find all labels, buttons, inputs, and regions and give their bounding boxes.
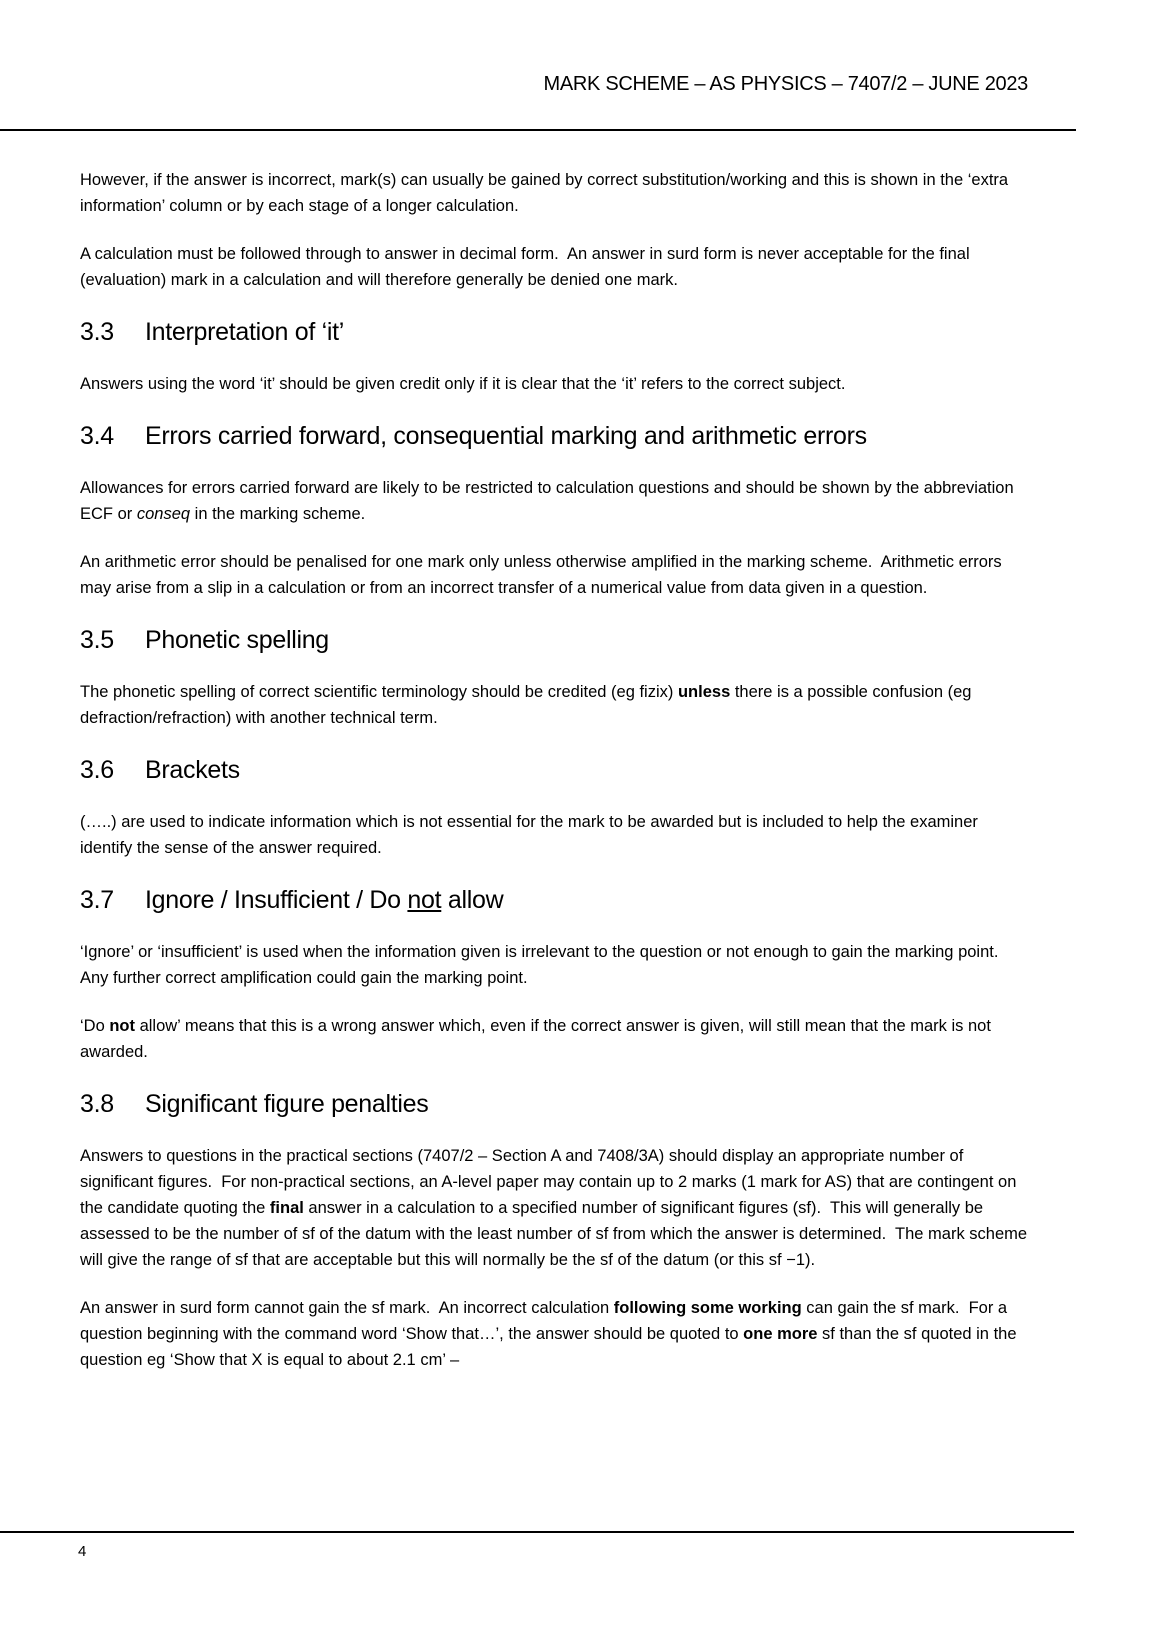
bold-text-run: unless bbox=[677, 683, 731, 701]
text-run: Answers to questions in the practical sections (7407/2 – Section A and 7408/3A) should display an appropriate number of significant figures. For non-practical sections, an A-level paper may contain up to 2 marks (1 mark for AS) that are contingent on the candidate quoting the bbox=[80, 1147, 1021, 1217]
section-heading bbox=[80, 317, 1028, 347]
text-run: sf than the sf quoted in the question eg ‘Show that X is equal to about 2.1 cm’ – bbox=[80, 1325, 1022, 1369]
paragraph bbox=[80, 167, 1028, 219]
document-body bbox=[80, 167, 1032, 1395]
text-run: Brackets bbox=[145, 756, 240, 784]
section-title bbox=[145, 625, 329, 655]
text-run: Answers using the word ‘it’ should be given credit only if it is clear that the ‘it’ refers to the correct subject. bbox=[80, 375, 846, 393]
bold-text-run: final bbox=[269, 1199, 304, 1217]
italic-text-run: conseq bbox=[136, 505, 191, 523]
text-run: The phonetic spelling of correct scientific terminology should be credited (eg fizix) bbox=[80, 683, 678, 701]
paragraph bbox=[80, 475, 1028, 527]
text-run: An answer in surd form cannot gain the sf mark. An incorrect calculation bbox=[80, 1299, 614, 1317]
text-run: (…..) are used to indicate information which is not essential for the mark to be awarded but is included to help the examiner identify the sense of the answer required. bbox=[80, 813, 983, 857]
paragraph bbox=[80, 679, 1028, 731]
paragraph bbox=[80, 939, 1028, 991]
section-title bbox=[145, 421, 867, 451]
section-number: 3.4 bbox=[80, 422, 114, 450]
text-run: Errors carried forward, consequential marking and arithmetic errors bbox=[145, 422, 867, 450]
page-number: 4 bbox=[78, 1543, 87, 1560]
underlined-text-run: not bbox=[407, 886, 442, 914]
text-run: there is a possible confusion (eg defraction/refraction) with another technical term. bbox=[80, 683, 977, 727]
section-heading bbox=[80, 755, 1028, 785]
section-heading bbox=[80, 885, 1028, 915]
text-run: Significant figure penalties bbox=[145, 1090, 429, 1118]
section-number: 3.8 bbox=[80, 1090, 114, 1118]
text-run: Allowances for errors carried forward are likely to be restricted to calculation questions and should be shown by the abbreviation ECF or bbox=[80, 479, 1019, 523]
section-number: 3.7 bbox=[80, 886, 114, 914]
paragraph bbox=[80, 1295, 1028, 1373]
bold-text-run: following some working bbox=[613, 1299, 802, 1317]
section-heading bbox=[80, 625, 1028, 655]
text-run: can gain the sf mark. For a question beginning with the command word ‘Show that…’, the answer should be quoted to bbox=[80, 1299, 1012, 1343]
text-run: answer in a calculation to a specified number of significant figures (sf). This will generally be assessed to be the number of sf of the datum with the least number of sf from which the answer is determined. The mark scheme will give the range of sf that are acceptable but this will normally be the sf of the datum (or this sf −1). bbox=[80, 1199, 1032, 1269]
section-heading bbox=[80, 421, 1028, 451]
text-run: allow bbox=[441, 886, 504, 914]
footer-divider bbox=[0, 1531, 1074, 1533]
page-header-title: MARK SCHEME – AS PHYSICS – 7407/2 – JUNE 2023 bbox=[543, 73, 1028, 95]
bold-text-run: not bbox=[109, 1017, 135, 1035]
text-run: allow’ means that this is a wrong answer which, even if the correct answer is given, will still mean that the mark is not awarded. bbox=[80, 1017, 996, 1061]
paragraph bbox=[80, 241, 1028, 293]
paragraph bbox=[80, 1013, 1028, 1065]
section-heading bbox=[80, 1089, 1028, 1119]
section-title bbox=[145, 885, 503, 915]
text-run: ‘Ignore’ or ‘insufficient’ is used when the information given is irrelevant to the question or not enough to gain the marking point. Any further correct amplification could gain the marking point. bbox=[80, 943, 1007, 987]
bold-text-run: one more bbox=[743, 1325, 818, 1343]
section-title bbox=[145, 1089, 428, 1119]
section-title bbox=[145, 317, 344, 347]
text-run: in the marking scheme. bbox=[190, 505, 366, 523]
text-run: Interpretation of ‘it’ bbox=[145, 318, 345, 346]
section-number: 3.6 bbox=[80, 756, 114, 784]
paragraph bbox=[80, 549, 1028, 601]
text-run: An arithmetic error should be penalised for one mark only unless otherwise amplified in the marking scheme. Arithmetic errors may arise from a slip in a calculation or from an incorrect transfer of a numerical value from data given in a question. bbox=[80, 553, 1007, 597]
text-run: Ignore / Insufficient / Do bbox=[145, 886, 408, 914]
section-number: 3.3 bbox=[80, 318, 114, 346]
text-run: ‘Do bbox=[80, 1017, 110, 1035]
text-run: Phonetic spelling bbox=[145, 626, 329, 654]
header-divider bbox=[0, 129, 1076, 131]
paragraph bbox=[80, 809, 1028, 861]
text-run: However, if the answer is incorrect, mark(s) can usually be gained by correct substitution/working and this is shown in the ‘extra information’ column or by each stage of a longer calculation. bbox=[80, 171, 1013, 215]
section-title bbox=[145, 755, 240, 785]
paragraph bbox=[80, 1143, 1032, 1273]
text-run: A calculation must be followed through to answer in decimal form. An answer in surd form is never acceptable for the final (evaluation) mark in a calculation and will therefore generally be denied one mark. bbox=[80, 245, 975, 289]
section-number: 3.5 bbox=[80, 626, 114, 654]
paragraph bbox=[80, 371, 1028, 397]
